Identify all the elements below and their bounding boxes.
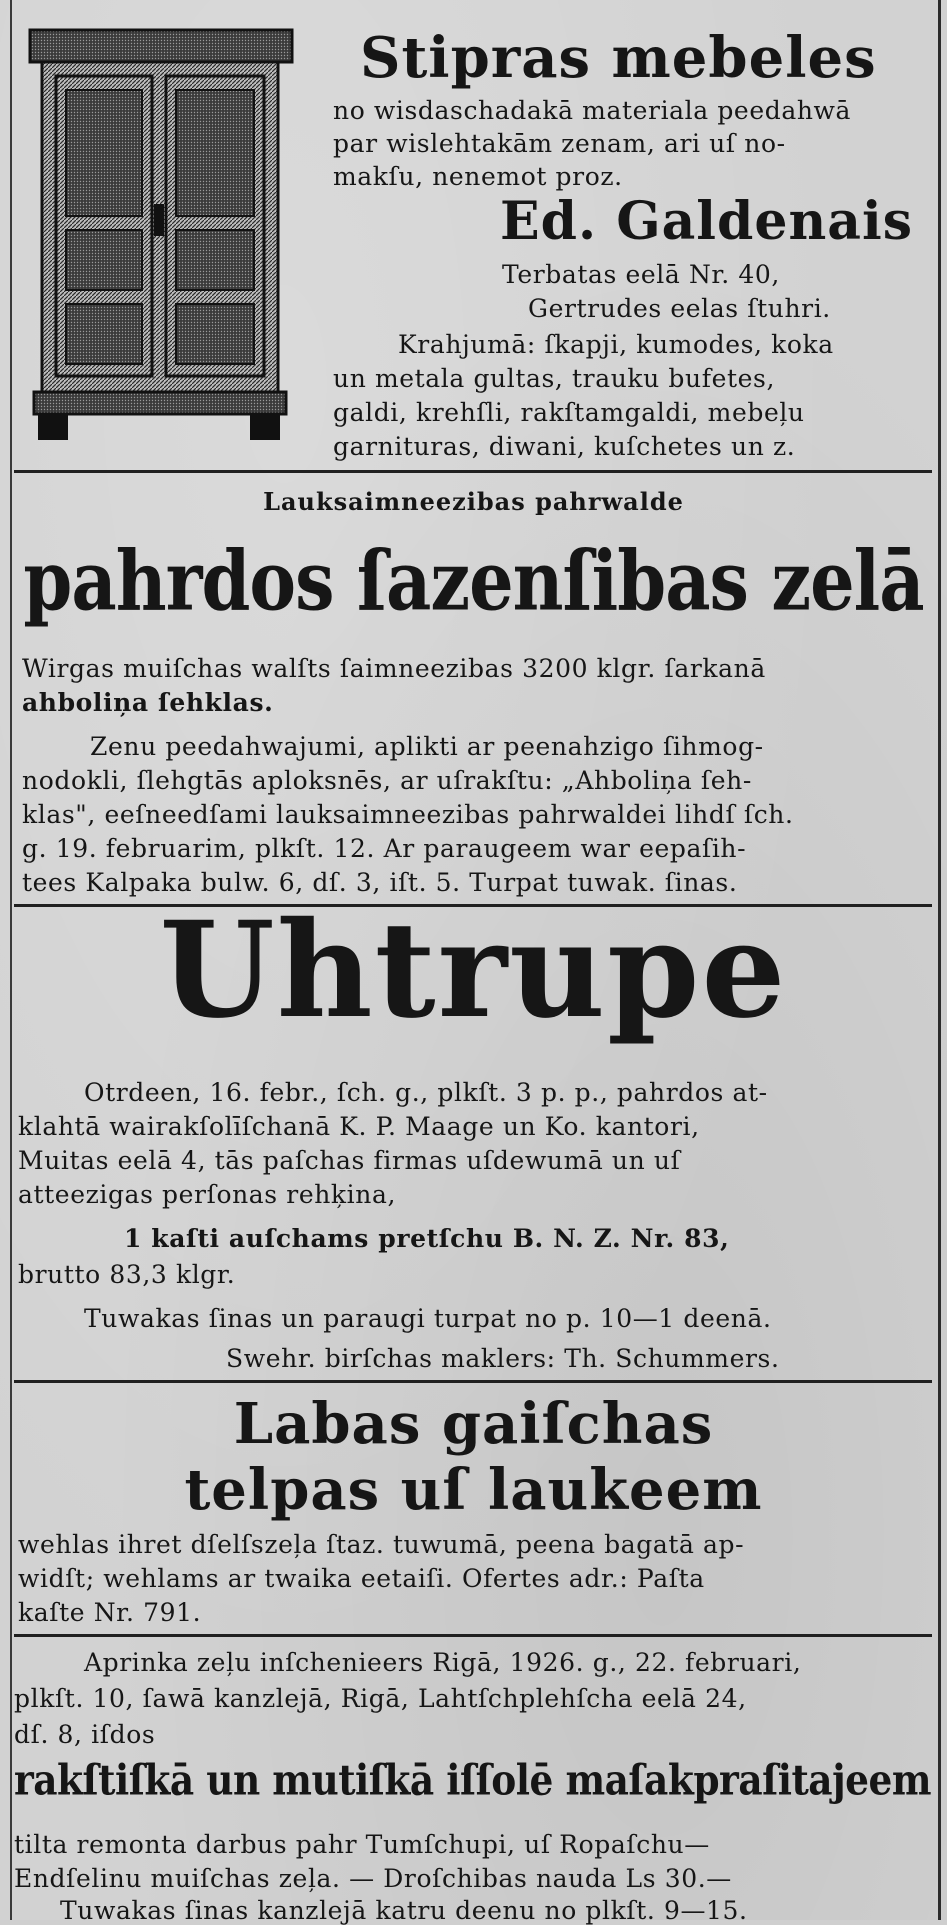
ad-bridge-title: rakſtiſkā un mutiſkā iſſolē maſakpraſitajeem (14, 1755, 932, 1805)
ad-furniture-address-line: Terbatas eelā Nr. 40, (502, 260, 780, 289)
divider-rule (14, 1634, 932, 1637)
ad-seed-lead-line: Wirgas muiſchas walſts ſaimneezibas 3200 klgr. ſarkanā (22, 654, 766, 683)
ad-furniture-intro-line: no wisdaschadakā materiala peedahwā (333, 96, 852, 125)
ad-rooms-body-line: kaſte Nr. 791. (18, 1598, 202, 1627)
ad-furniture-stock-line: garnituras, diwani, kuſchetes un z. (333, 432, 796, 461)
ad-auction-item-line: brutto 83,3 klgr. (18, 1260, 236, 1289)
ad-rooms-title-line: Labas gaiſchas (233, 1391, 714, 1457)
wardrobe-illustration (28, 24, 303, 444)
ad-bridge-intro-line: Aprinka zeļu inſchenieers Rigā, 1926. g., 22. februari, (84, 1648, 802, 1677)
ad-seed-body-line: Zenu peedahwajumi, aplikti ar peenahzigo ſihmog- (90, 732, 764, 761)
ad-auction-item-line: 1 kaſti auſchams pretſchu B. N. Z. Nr. 83, (124, 1224, 730, 1253)
ad-rooms-title-line: telpas uſ laukeem (184, 1457, 763, 1523)
ad-auction-body-line: atteezigas perſonas rehķina, (18, 1180, 397, 1209)
ad-rooms-body-line: wehlas ihret dſelſszeļa ſtaz. tuwumā, peena bagatā ap- (18, 1530, 745, 1559)
ad-furniture-address-line: Gertrudes eelas ſtuhri. (528, 294, 831, 323)
ad-furniture-stock-line: galdi, krehſli, rakſtamgaldi, mebeļu (333, 398, 805, 427)
ad-seed-body-line: tees Kalpaka bulw. 6, dſ. 3, iſt. 5. Turpat tuwak. ſinas. (22, 868, 738, 897)
ad-bridge-body-line: tilta remonta darbus pahr Tumſchupi, uſ Ropaſchu— (14, 1830, 710, 1859)
ad-bridge-intro-line: dſ. 8, iſdos (14, 1720, 156, 1749)
divider-rule (14, 1380, 932, 1383)
ad-furniture-title: Stipras mebeles (360, 25, 877, 91)
ad-furniture-intro-line: par wislehtakām zenam, ari uſ no- (333, 129, 786, 158)
ad-rooms-body-line: widſt; wehlams ar twaika eetaiſi. Ofertes adr.: Paſta (18, 1564, 705, 1593)
ad-seed-lead-line: ahboliņa ſehklas. (22, 688, 274, 717)
ad-furniture-stock-line: un metala gultas, trauku bufetes, (333, 364, 775, 393)
ad-seed-body-line: nodokli, ſlehgtās aploksnēs, ar uſrakſtu: „Ahboliņa ſeh- (22, 766, 752, 795)
ad-seed-body-line: klas", eeſneedſami lauksaimneezibas pahrwaldei lihdſ ſch. (22, 800, 794, 829)
divider-rule (14, 470, 932, 473)
ad-furniture-owner: Ed. Galdenais (500, 191, 914, 252)
ad-furniture-intro-line: makſu, nenemot proz. (333, 162, 623, 191)
ad-bridge-intro-line: plkſt. 10, ſawā kanzlejā, Rigā, Lahtſchplehſcha eelā 24, (14, 1684, 747, 1713)
ad-auction-body-line: klahtā wairakſolīſchanā K. P. Maage un Ko. kantori, (18, 1112, 700, 1141)
ad-bridge-body-line: Endſelinu muiſchas zeļa. — Droſchibas nauda Ls 30.— (14, 1864, 732, 1893)
ad-auction-info: Tuwakas ſinas un paraugi turpat no p. 10—1 deenā. (84, 1304, 772, 1333)
ad-bridge-body-line: Tuwakas ſinas kanzlejā katru deenu no plkſt. 9—15. (60, 1896, 748, 1925)
ad-seed-kicker: Lauksaimneezibas pahrwalde (263, 487, 684, 516)
ad-auction-title: Uhtrupe (159, 893, 788, 1048)
ad-auction-body-line: Otrdeen, 16. febr., ſch. g., plkſt. 3 p. p., pahrdos at- (84, 1078, 768, 1107)
ad-seed-title: pahrdos ſazenſibas zelā (23, 531, 924, 630)
ad-seed-body-line: g. 19. februarim, plkſt. 12. Ar paraugeem war eepaſih- (22, 834, 747, 863)
ad-furniture-stock-line: Krahjumā: ſkapji, kumodes, koka (398, 330, 834, 359)
ad-auction-broker: Swehr. birſchas maklers: Th. Schummers. (226, 1344, 780, 1373)
ad-auction-body-line: Muitas eelā 4, tās paſchas firmas uſdewumā un uſ (18, 1146, 681, 1175)
